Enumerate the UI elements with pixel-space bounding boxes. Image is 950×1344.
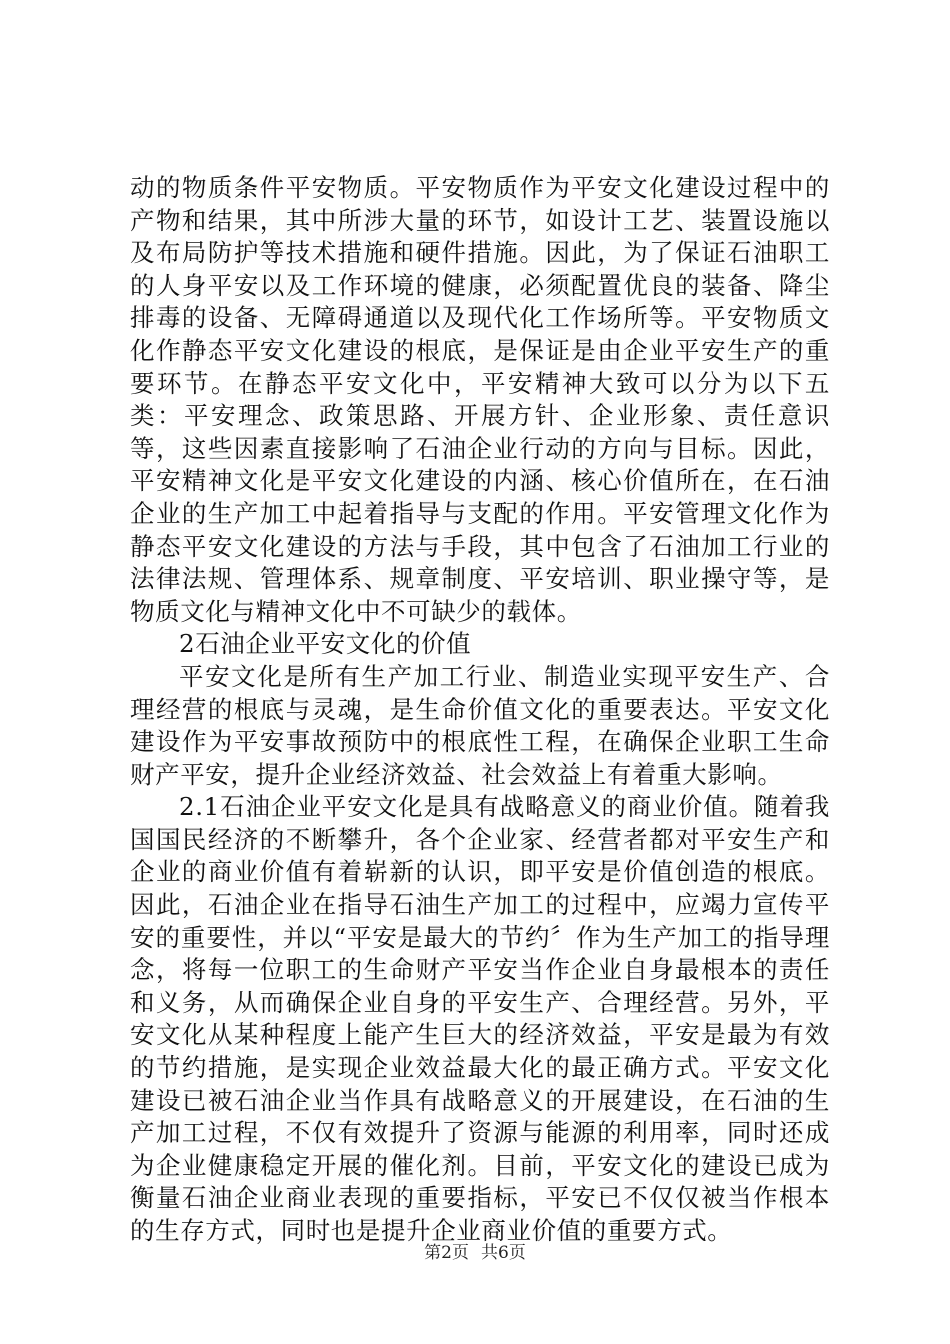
paragraph: 平安文化是所有生产加工行业、制造业实现平安生产、合理经营的根底与灵魂，是生命价值文化的重要表达。平安文化建设作为平安事故预防中的根底性工程，在确保企业职工生命财产平安，提升企业经济效益、社会效益上有着重大影响。 (130, 661, 830, 789)
page-number: 第2页 (424, 1243, 469, 1263)
page-total: 共6页 (481, 1243, 526, 1263)
document-body (130, 172, 830, 1248)
section-heading: 2石油企业平安文化的价值 (179, 629, 472, 659)
paragraph-continuation: 动的物质条件平安物质。平安物质作为平安文化建设过程中的产物和结果，其中所涉大量的环节，如设计工艺、装置设施以及布局防护等技术措施和硬件措施。因此，为了保证石油职工的人身平安以及工作环境的健康，必须配置优良的装备、降尘排毒的设备、无障碍通道以及现代化工作场所等。平安物质文化作静态平安文化建设的根底，是保证是由企业平安生产的重要环节。在静态平安文化中，平安精神大致可以分为以下五类：平安理念、政策思路、开展方针、企业形象、责任意识等，这些因素直接影响了石油企业行动的方向与目标。因此，平安精神文化是平安文化建设的内涵、核心价值所在，在石油企业的生产加工中起着指导与支配的作用。平安管理文化作为静态平安文化建设的方法与手段，其中包含了石油加工行业的法律法规、管理体系、规章制度、平安培训、职业操守等，是物质文化与精神文化中不可缺少的载体。 (130, 173, 830, 626)
paragraph: 2.1石油企业平安文化是具有战略意义的商业价值。随着我国国民经济的不断攀升，各个企业家、经营者都对平安生产和企业的商业价值有着崭新的认识，即平安是价值创造的根底。因此，石油企业在指导石油生产加工的过程中，应竭力宣传平安的重要性，并以“平安是最大的节约〞作为生产加工的指导理念，将每一位职工的生命财产平安当作企业自身最根本的责任和义务，从而确保企业自身的平安生产、合理经营。另外，平安文化从某种程度上能产生巨大的经济效益，平安是最为有效的节约措施，是实现企业效益最大化的最正确方式。平安文化建设已被石油企业当作具有战略意义的开展建设，在石油的生产加工过程，不仅有效提升了资源与能源的利用率，同时还成为企业健康稳定开展的催化剂。目前，平安文化的建设已成为衡量石油企业商业表现的重要指标，平安已不仅仅被当作根本的生存方式，同时也是提升企业商业价值的重要方式。 (130, 792, 830, 1245)
page-footer (0, 1242, 950, 1264)
